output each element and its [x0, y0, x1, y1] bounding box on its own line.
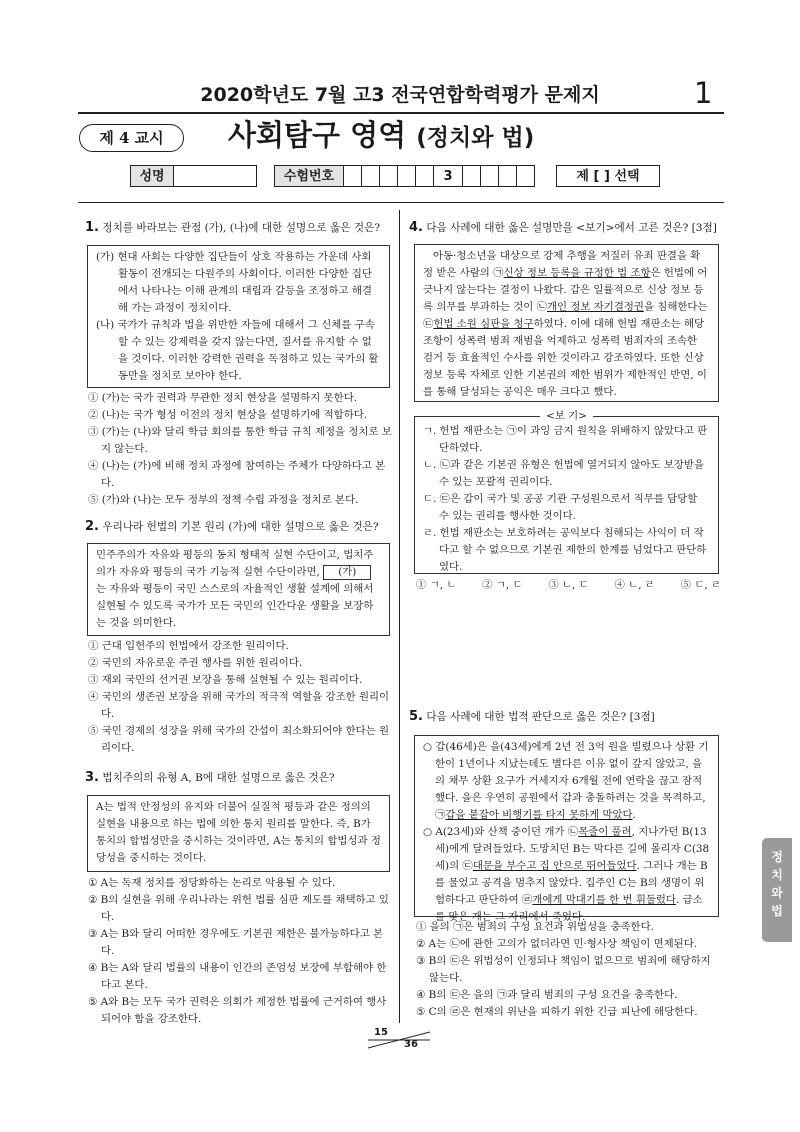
- underline-rieul: 개에게 막대기를 한 번 휘둘렀다: [532, 894, 676, 906]
- question-2-choices: [88, 638, 393, 757]
- passage-before: 민주주의가 자유와 평등의 동치 형태적 실현 수단이고, 법치주의가 자유와 평등의 국가 기능적 실현 수단이라면,: [96, 549, 374, 578]
- choice-2[interactable]: ② 국민의 자유로운 주권 행사를 위한 원리이다.: [88, 657, 303, 669]
- choice-2[interactable]: ② B의 실현을 위해 우리나라는 위헌 법률 심판 제도를 채택하고 있다.: [88, 894, 389, 923]
- choice-2[interactable]: ② (나)는 국가 형성 이전의 정치 현상을 설명하기에 적합하다.: [88, 409, 368, 421]
- underline-c: 헌법 소원 심판을 청구: [433, 318, 534, 330]
- underline-giyeok: 갑을 붙잡아 비행기를 타지 못하게 막았다: [445, 809, 633, 821]
- choice-3[interactable]: ③ 재외 국민의 선거권 보장을 통해 실현될 수 있는 원리이다.: [88, 674, 363, 686]
- question-5-prompt: [409, 708, 725, 727]
- exam-number-box[interactable]: [397, 165, 416, 187]
- subject-title: [228, 113, 534, 154]
- passage-text: [96, 547, 381, 632]
- choice-3[interactable]: ③ B의 ㉢은 위법성이 인정되나 책임이 없으므로 범죄에 해당하지 않는다.: [416, 955, 711, 984]
- choice-5[interactable]: ⑤ 국민 경제의 성장을 위해 국가의 간섭이 최소화되어야 한다는 원리이다.: [88, 725, 390, 754]
- exam-number-box[interactable]: [343, 165, 362, 187]
- passage-after: 는 자유와 평등이 국민 스스로의 자율적인 생활 설계에 의해서 실현될 수 있도록 국가가 모든 국민의 인간다운 생활을 보장하는 것을 의미한다.: [96, 583, 374, 629]
- case-text: 아동·청소년을 대상으로 강제 추행을 저질러 유죄 판결을 확정 받은 사람의 ㉠신상 정보 등록을 규정한 법 조항은 헌법에 어긋나지 않는다는 결정이 나왔다. 갑은 일률적으로 신상 정보 등록 의무를 부과하는 것이 ㉡개인 정보 자기결정권을 침해한다는 ㉢헌법 소원 심판을 청구하였다. 이에 대해 헌법 재판소는 해당 조항이 성폭력 범죄 재범을 억제하고 성폭력 범죄자의 조속한 검거 등 효율적인 수사를 위한 것이라고 강조하였다. 또한 신상 정보 등록 자체로 인한 기본권의 제한 범위가 제한적인 반면, 이를 통해 달성되는 공익은 매우 크다고 했다.: [423, 250, 708, 398]
- exam-number-digit: 3: [433, 165, 463, 187]
- choice-4[interactable]: ④ 국민의 생존권 보장을 위해 국가의 적극적 역할을 강조한 원리이다.: [88, 691, 390, 720]
- underline-digeut: 대문을 부수고 집 안으로 뛰어들었다: [472, 860, 637, 872]
- page-current: 15: [374, 1027, 388, 1038]
- exam-number-box[interactable]: [379, 165, 398, 187]
- question-4-bogi: [414, 410, 719, 574]
- choice-3[interactable]: ③ (가)는 (나)와 달리 학급 회의를 통한 학급 규칙 제정을 정치로 보지 않는다.: [88, 426, 392, 455]
- side-tab-label: 정치와 법: [771, 850, 783, 918]
- choice-1[interactable]: ① A는 독재 정치를 정당화하는 논리로 악용될 수 있다.: [88, 877, 336, 889]
- info-rule: [78, 202, 724, 203]
- choice-2[interactable]: ② ㄱ, ㄷ: [482, 579, 523, 591]
- bogi-item-4: ㄹ. 헌법 재판소는 보호하려는 공익보다 침해되는 사익이 더 작다고 할 수 없으므로 기본권 제한의 한계를 넘었다고 판단하였다.: [423, 527, 707, 573]
- prompt-text: 우리나라 헌법의 기본 원리 (가)에 대한 설명으로 옳은 것은?: [102, 521, 379, 533]
- bogi-item-3: ㄷ. ㉢은 갑이 국가 및 공공 기관 구성원으로서 직무를 담당할 수 있는 권리를 행사한 것이다.: [423, 493, 698, 522]
- name-field[interactable]: [173, 165, 257, 187]
- question-2-passage: [87, 543, 390, 636]
- question-4-choices: [416, 577, 721, 594]
- case-paragraph-2: ○ A(23세)와 산책 중이던 개가 ㉡목줄이 풀려, 지나가던 B(13세)에게 달려들었다. 도망치던 B는 막다른 길에 몰리자 C(38세)의 ㉢대문을 부수고 집 안으로 뛰어들었다. 그러나 개는 B를 물었고 공격을 멈추지 않았다. 집주인 C는 B의 생명이 위험하다고 판단하여 ㉣개에게 막대기를 한 번 휘둘렀다. 급소를 맞은 개는 그 자리에서 죽었다.: [423, 826, 710, 923]
- name-label: 성명: [130, 165, 174, 187]
- exam-number-box[interactable]: [480, 165, 499, 187]
- subject-main: 사회탐구 영역: [228, 118, 407, 152]
- underline-a: 신상 정보 등록을 규정한 법 조항: [503, 267, 651, 279]
- question-2-prompt: [85, 518, 391, 537]
- exam-number-box[interactable]: [498, 165, 517, 187]
- choice-5[interactable]: ⑤ (가)와 (나)는 모두 정부의 정책 수립 과정을 정치로 본다.: [88, 494, 359, 506]
- choice-1[interactable]: ① ㄱ, ㄴ: [416, 579, 457, 591]
- choice-5[interactable]: ⑤ C의 ㉣은 현재의 위난을 피하기 위한 긴급 피난에 해당한다.: [416, 1006, 698, 1018]
- exam-number-box[interactable]: [516, 165, 535, 187]
- choice-3[interactable]: ③ ㄴ, ㄷ: [548, 579, 589, 591]
- question-5-choices: [416, 919, 722, 1021]
- prompt-text: 다음 사례에 대한 법적 판단으로 옳은 것은? [3점]: [426, 711, 655, 723]
- exam-number-label: 수험번호: [274, 165, 344, 187]
- prompt-text: 다음 사례에 대한 옳은 설명만을 <보기>에서 고른 것은? [3점]: [426, 222, 717, 234]
- question-3-choices: [88, 875, 393, 1028]
- question-number: 2.: [85, 519, 99, 534]
- question-1-passage: [87, 245, 390, 388]
- choice-4[interactable]: ④ (나)는 (가)에 비해 정치 과정에 참여하는 주체가 다양하다고 본다.: [88, 460, 386, 489]
- question-number: 3.: [85, 770, 99, 785]
- choice-2[interactable]: ② A는 ㉡에 관한 고의가 없더라면 민·형사상 책임이 면제된다.: [416, 938, 698, 950]
- choice-1[interactable]: ① (가)는 국가 권력과 무관한 정치 현상을 설명하지 못한다.: [88, 392, 358, 404]
- question-4-prompt: [409, 219, 725, 238]
- page-number: 1: [694, 76, 713, 110]
- question-3-passage: [87, 795, 390, 872]
- question-3-prompt: [85, 769, 391, 788]
- choice-4[interactable]: ④ ㄴ, ㄹ: [614, 579, 655, 591]
- question-1-prompt: [85, 219, 391, 238]
- exam-number-box[interactable]: [415, 165, 434, 187]
- case-paragraph-1: ○ 갑(46세)은 을(43세)에게 2년 전 3억 원을 빌렸으나 상환 기한이 1년이나 지났는데도 별다른 이유 없이 갚지 않았고, 을의 채무 상환 요구가 거세지자 6개월 전에 연락을 끊고 잠적했다. 을은 우연히 공원에서 갑과 충돌하려는 것을 목격하고, ㉠갑을 붙잡아 비행기를 타지 못하게 막았다.: [423, 741, 709, 821]
- column-divider: [399, 210, 400, 1023]
- subject-sub: (정치와 법): [416, 125, 535, 151]
- page-counter: [366, 1027, 432, 1050]
- bogi-item-1: ㄱ. 헌법 재판소는 ㉠이 과잉 금지 원칙을 위배하지 않았다고 판단하였다.: [423, 425, 708, 454]
- choice-4[interactable]: ④ B의 ㉢은 을의 ㉠과 달리 범죄의 구성 요건을 충족한다.: [416, 989, 678, 1001]
- passage-na: (나) 국가가 규칙과 법을 위반한 자들에 대해서 그 신체를 구속할 수 있는 강제력을 갖지 않는다면, 질서를 유지할 수 없을 것이다. 이러한 강력한 권력을 독점하고 있는 국가의 활동만을 정치로 보아야 한다.: [96, 319, 379, 382]
- question-number: 5.: [409, 709, 423, 724]
- choice-5[interactable]: ⑤ A와 B는 모두 국가 권력은 의회가 제정한 법률에 근거하여 행사되어야 함을 강조한다.: [88, 996, 387, 1025]
- question-number: 1.: [85, 220, 99, 235]
- question-1-choices: [88, 390, 393, 509]
- bogi-item-2: ㄴ. ㉡과 같은 기본권 유형은 헌법에 열거되지 않아도 보장받을 수 있는 포괄적 권리이다.: [423, 459, 705, 488]
- choice-5[interactable]: ⑤ ㄷ, ㄹ: [680, 579, 721, 591]
- choice-4[interactable]: ④ B는 A와 달리 법률의 내용이 인간의 존엄성 보장에 부합해야 한다고 본다.: [88, 962, 387, 991]
- exam-number-box[interactable]: [361, 165, 380, 187]
- choice-1[interactable]: ① 근대 입헌주의 헌법에서 강조한 원리이다.: [88, 640, 289, 652]
- choice-1[interactable]: ① 을의 ㉠은 범죄의 구성 요건과 위법성을 충족한다.: [416, 921, 654, 933]
- blank-ga: (가): [323, 565, 371, 580]
- session-badge: 제 4 교시: [79, 124, 184, 152]
- question-5-case: [414, 735, 719, 923]
- prompt-text: 법치주의의 유형 A, B에 대한 설명으로 옳은 것은?: [102, 772, 335, 784]
- passage-ga: (가) 현대 사회는 다양한 집단들이 상호 작용하는 가운데 사회 활동이 전개되는 다원주의 사회이다. 이러한 다양한 집단에서 나타나는 이해 관계의 대립과 갈등을 조정하고 해결해 가는 과정이 정치이다.: [96, 251, 372, 314]
- subject-side-tab: [762, 838, 792, 942]
- page-total: 36: [404, 1039, 418, 1050]
- exam-number-box[interactable]: [462, 165, 481, 187]
- exam-title: 2020학년도 7월 고3 전국연합학력평가 문제지: [200, 84, 600, 106]
- bogi-label: <보 기>: [540, 410, 593, 422]
- selection-label: 제 [ ] 선택: [556, 165, 660, 187]
- question-number: 4.: [409, 220, 423, 235]
- prompt-text: 정치를 바라보는 관점 (가), (나)에 대한 설명으로 옳은 것은?: [102, 222, 381, 234]
- underline-b: 개인 정보 자기결정권: [546, 301, 644, 313]
- passage-text: A는 법적 안정성의 유지와 더불어 실질적 평등과 같은 정의의 실현을 내용으로 하는 법에 의한 통치 원리를 말한다. 즉, B가 통치의 합법성만을 중시하는 것이라면, A는 통치의 합법성과 정당성을 중시하는 것이다.: [96, 801, 381, 864]
- question-4-case: [414, 244, 719, 402]
- underline-nieun: 목줄이 풀려: [578, 826, 632, 838]
- choice-3[interactable]: ③ A는 B와 달리 어떠한 경우에도 기본권 제한은 불가능하다고 본다.: [88, 928, 384, 957]
